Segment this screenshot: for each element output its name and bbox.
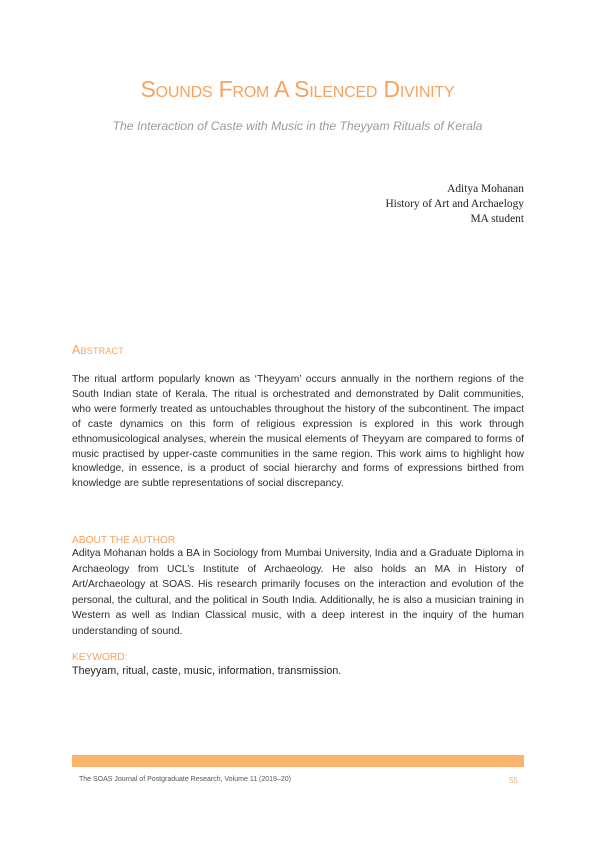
author-department: History of Art and Archaelogy (385, 198, 524, 211)
paper-subtitle: The Interaction of Caste with Music in the Theyyam Rituals of Kerala (112, 119, 483, 133)
author-status: MA student (470, 213, 524, 226)
paper-title: Sounds From A Silenced Divinity (140, 76, 455, 102)
abstract-heading: Abstract (72, 343, 124, 357)
keyword-heading: KEYWORD: (72, 652, 128, 663)
author-block (385, 182, 524, 228)
page-number: 55 (509, 776, 518, 785)
author-name: Aditya Mohanan (447, 183, 524, 195)
about-author-text: Aditya Mohanan holds a BA in Sociology from Mumbai University, India and a Graduate Diploma in Archaeology from UCL’s Institute of Archaeology. He also holds an MA in History of Art/Archaeology at SOAS. His research primarily focuses on the interaction and evolution of the personal, the cultural, and the political in South India. Additionally, he is also a musician training in Western as well as Indian Classical music, with a deep interest in the inquiry of the human understanding of sound. (72, 548, 524, 637)
about-author-heading: ABOUT THE AUTHOR (72, 535, 176, 546)
footer-journal-title: The SOAS Journal of Postgraduate Research, Volume 11 (2019–20) (79, 776, 291, 783)
abstract-text: The ritual artform popularly known as ‘Theyyam’ occurs annually in the northern regions of the South Indian state of Kerala. The ritual is orchestrated and demonstrated by Dalit communities, who were formerly treated as untouchables throughout the history of the subcontinent. The impact of caste dynamics on this form of religious expression is explored in this work through ethnomusicological analyses, wherein the musical elements of Theyyam are compared to forms of music practised by upper-caste communities in the same region. This work aims to highlight how knowledge, in essence, is a product of social hierarchy and forms of expressions birthed from knowledge are subtle representations of social discrepancy. (72, 374, 524, 490)
keyword-text: Theyyam, ritual, caste, music, information, transmission. (72, 665, 342, 677)
footer-bar (72, 755, 524, 767)
